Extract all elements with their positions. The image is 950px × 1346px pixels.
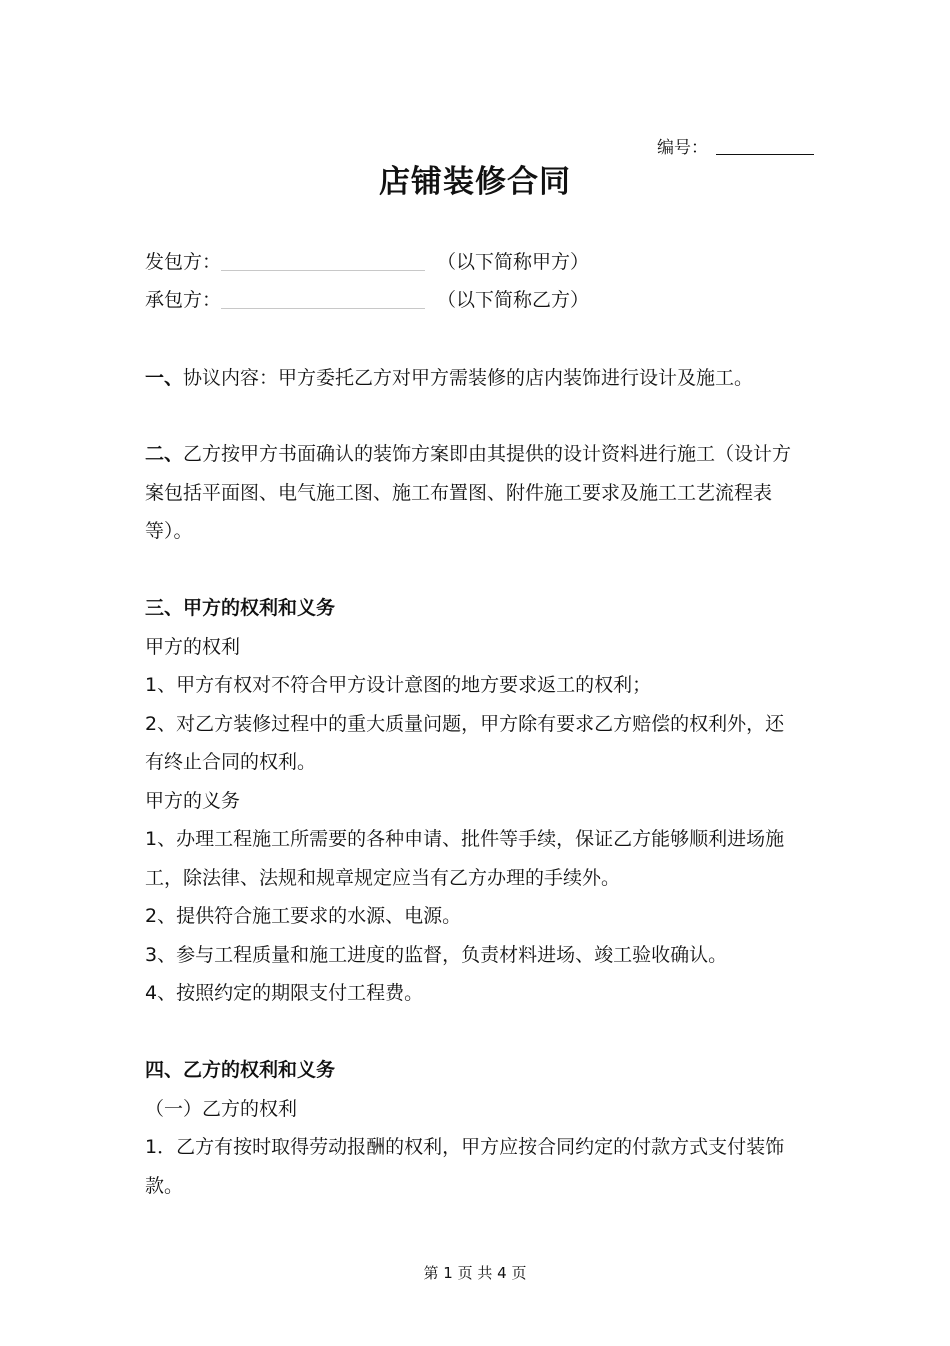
clause-4 bbox=[145, 1051, 805, 1205]
party-a-duties-heading: 甲方的义务 bbox=[145, 789, 241, 812]
party-a-duty-1-line-1: 1、办理工程施工所需要的各种申请、批件等手续，保证乙方能够顺利进场施 bbox=[145, 828, 785, 850]
clause-3 bbox=[145, 589, 805, 1013]
party-contractor-line bbox=[145, 287, 589, 313]
party-a-right-2-line-1: 2、对乙方装修过程中的重大质量问题，甲方除有要求乙方赔偿的权利外，还 bbox=[145, 712, 785, 735]
party-a-right-1: 1、甲方有权对不符合甲方设计意图的地方要求返工的权利； bbox=[145, 674, 652, 696]
party-a-duty-4: 4、按照约定的期限支付工程费。 bbox=[145, 982, 424, 1004]
party-a-duty-1-line-2: 工，除法律、法规和规章规定应当有乙方办理的手续外。 bbox=[145, 866, 621, 889]
party-a-duty-3: 3、参与工程质量和施工进度的监督，负责材料进场、竣工验收确认。 bbox=[145, 943, 728, 966]
party-client-label: 发包方： bbox=[145, 251, 222, 273]
clause-2-number: 二、 bbox=[145, 443, 184, 465]
party-contractor-label: 承包方： bbox=[145, 289, 222, 311]
clause-2-line-2: 案包括平面图、电气施工图、施工布置图、附件施工要求及施工工艺流程表 bbox=[145, 481, 773, 504]
party-b-rights-heading: （一）乙方的权利 bbox=[145, 1097, 298, 1120]
clause-1 bbox=[145, 359, 805, 398]
clause-2 bbox=[145, 435, 805, 551]
party-b-right-1-line-1: 1．乙方有按时取得劳动报酬的权利，甲方应按合同约定的付款方式支付装饰 bbox=[145, 1136, 785, 1158]
clause-2-line-3: 等）。 bbox=[145, 520, 193, 542]
document-title: 店铺装修合同 bbox=[379, 164, 571, 200]
party-client-line bbox=[145, 249, 589, 275]
clause-4-heading: 四、乙方的权利和义务 bbox=[145, 1059, 336, 1081]
party-contractor-blank bbox=[221, 288, 425, 309]
party-a-right-2-line-2: 有终止合同的权利。 bbox=[145, 751, 317, 773]
party-a-duty-2: 2、提供符合施工要求的水源、电源。 bbox=[145, 905, 462, 927]
serial-number-blank bbox=[716, 138, 814, 155]
party-contractor-suffix: （以下简称乙方） bbox=[437, 289, 590, 311]
serial-number-field bbox=[657, 137, 814, 159]
clause-3-heading: 三、甲方的权利和义务 bbox=[145, 597, 336, 619]
clause-1-number: 一、 bbox=[145, 367, 184, 389]
clause-1-text: 协议内容：甲方委托乙方对甲方需装修的店内装饰进行设计及施工。 bbox=[183, 367, 754, 389]
party-client-blank bbox=[221, 250, 425, 271]
party-b-right-1-line-2: 款。 bbox=[145, 1174, 184, 1197]
party-client-suffix: （以下简称甲方） bbox=[437, 251, 590, 273]
party-a-rights-heading: 甲方的权利 bbox=[145, 635, 241, 658]
page-number-footer: 第 1 页 共 4 页 bbox=[423, 1264, 527, 1282]
clause-2-line-1: 乙方按甲方书面确认的装饰方案即由其提供的设计资料进行施工（设计方 bbox=[183, 443, 792, 465]
serial-number-label: 编号： bbox=[657, 138, 708, 158]
